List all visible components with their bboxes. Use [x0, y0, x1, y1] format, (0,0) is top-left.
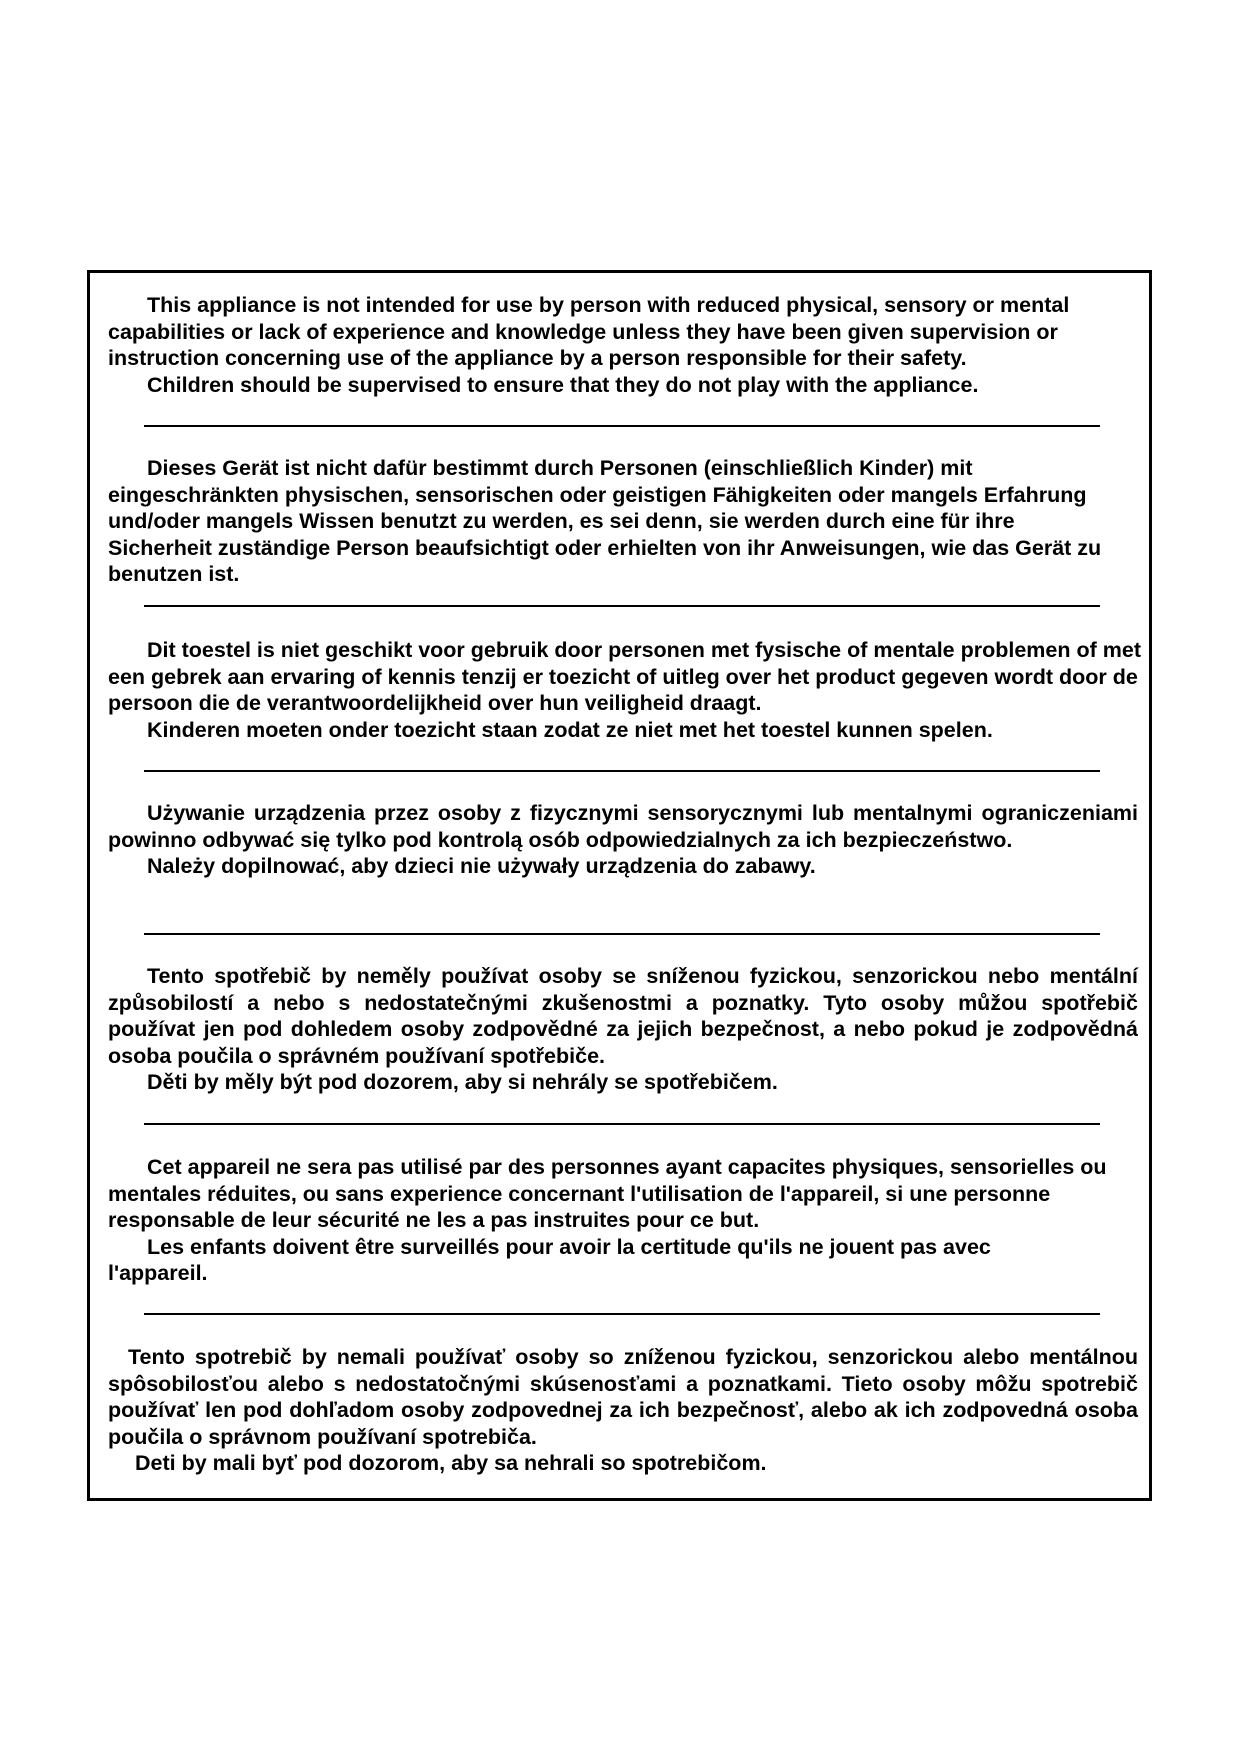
section-polish [108, 800, 1138, 880]
paragraph-german-main: Dieses Gerät ist nicht dafür bestimmt durch Personen (einschließlich Kinder) mit eingeschränkten physischen, sensorischen oder geistigen Fähigkeiten oder mangels Erfahrung und/oder mangels Wissen benutzt zu werden, es sei denn, sie werden durch eine für ihre Sicherheit zuständige Person beaufsichtigt oder erhielten von ihr Anweisungen, wie das Gerät zu benutzen ist. [108, 456, 1102, 586]
separator-3 [144, 770, 1100, 772]
separator-4 [144, 933, 1100, 935]
section-dutch [108, 637, 1143, 743]
paragraph-czech-main: Tento spotřebič by neměly používat osoby se sníženou fyzickou, senzorickou nebo mentální způsobilostí a nebo s nedostatečnými zkušenostmi a poznatky. Tyto osoby můžou spotřebič používat jen pod dohledem osoby zodpovědné za jejich bezpečnost, a nebo pokud je zodpovědná osoba poučila o správném používaní spotřebiče. [108, 964, 1138, 1068]
paragraph-english-children: Children should be supervised to ensure that they do not play with the appliance. [147, 372, 979, 397]
section-english [108, 292, 1138, 398]
section-french [108, 1154, 1143, 1287]
paragraph-french-children: Les enfants doivent être surveillés pour avoir la certitude qu'ils ne jouent pas avec l'appareil. [108, 1234, 991, 1285]
paragraph-czech-children: Děti by měly být pod dozorem, aby si nehrály se spotřebičem. [147, 1070, 778, 1094]
paragraph-french-main: Cet appareil ne sera pas utilisé par des personnes ayant capacites physiques, sensorielles ou mentales réduites, ou sans experience concernant l'utilisation de l'appareil, si une personne responsable de leur sécurité ne les a pas instruites pour ce but. [108, 1155, 1107, 1232]
paragraph-polish-children: Należy dopilnować, aby dzieci nie używały urządzenia do zabawy. [147, 854, 816, 878]
separator-2 [144, 605, 1100, 607]
section-slovak [108, 1344, 1138, 1477]
separator-5 [144, 1123, 1100, 1125]
paragraph-slovak-main: Tento spotrebič by nemali používať osoby so zníženou fyzickou, senzorickou alebo mentálnou spôsobilosťou alebo s nedostatočnými skúsenosťami a poznatkami. Tieto osoby môžu spotrebič používať len pod dohľadom osoby zodpovednej za ich bezpečnosť, alebo ak ich zodpovedná osoba poučila o správnom používaní spotrebiča. [108, 1345, 1138, 1449]
section-czech [108, 963, 1138, 1096]
safety-notice-box [87, 270, 1152, 1501]
paragraph-english-main: This appliance is not intended for use by person with reduced physical, sensory or mental capabilities or lack of experience and knowledge unless they have been given supervision or instruction concerning use of the appliance by a person responsible for their safety. [108, 293, 1070, 370]
paragraph-dutch-children: Kinderen moeten onder toezicht staan zodat ze niet met het toestel kunnen spelen. [147, 717, 993, 742]
separator-6 [144, 1313, 1100, 1315]
paragraph-dutch-main: Dit toestel is niet geschikt voor gebruik door personen met fysische of mentale problemen of met een gebrek aan ervaring of kennis tenzij er toezicht of uitleg over het product gegeven wordt door de persoon die de verantwoordelijkheid over hun veiligheid draagt. [108, 638, 1141, 715]
paragraph-slovak-children: Deti by mali byť pod dozorom, aby sa nehrali so spotrebičom. [135, 1451, 767, 1475]
separator-1 [144, 425, 1100, 427]
paragraph-polish-main: Używanie urządzenia przez osoby z fizycznymi sensorycznymi lub mentalnymi ograniczeniami powinno odbywać się tylko pod kontrolą osób odpowiedzialnych za ich bezpieczeństwo. [108, 801, 1138, 852]
section-german [108, 455, 1108, 588]
